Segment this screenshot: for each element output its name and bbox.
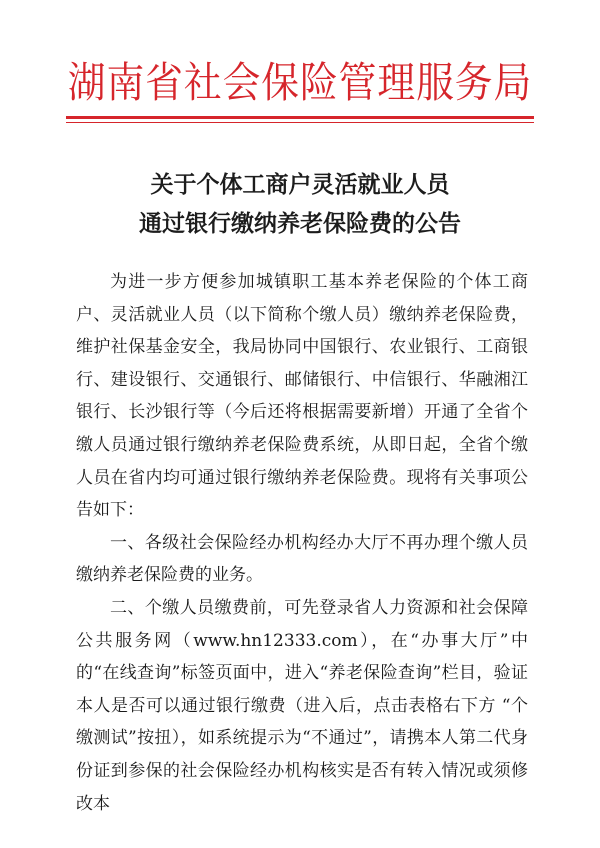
notice-title-line-2: 通过银行缴纳养老保险费的公告 — [139, 210, 461, 237]
notice-paragraph-item-1: 一、各级社会保险经办机构经办大厅不再办理个缴人员缴纳养老保险费的业务。 — [76, 532, 528, 586]
notice-paragraph-intro: 为进一步方便参加城镇职工基本养老保险的个体工商户、灵活就业人员（以下简称个缴人员）缴纳养老保险费，维护社保基金安全，我局协同中国银行、农业银行、工商银行、建设银行、交通银行、邮储银行、中信银行、华融湘江银行、长沙银行等（今后还将根据需要新增）开通了全省个缴人员通过银行缴纳养老保险费系统，从即日起，全省个缴人员在省内均可通过银行缴纳养老保险费。现将有关事项公告如下： — [76, 272, 528, 521]
letterhead-org-name: 湖南省社会保险管理服务局 — [67, 58, 533, 107]
letterhead-rule-thin — [66, 122, 534, 123]
letterhead-rule-thick — [66, 116, 534, 119]
notice-body — [76, 266, 528, 820]
notice-paragraph-item-2: 二、个缴人员缴费前，可先登录省人力资源和社会保障公共服务网（www.hn12333.com），在“办事大厅”中的“在线查询”标签页面中，进入“养老保险查询”栏目，验证本人是否可以通过银行缴费（进入后，点击表格右下方 “个缴测试”按扭），如系统提示为“不通过”，请携本人第二代身份证到参保的社会保险经办机构核实是否有转入情况或须修改本 — [76, 597, 528, 814]
notice-title-line-1: 关于个体工商户灵活就业人员 — [150, 171, 450, 198]
